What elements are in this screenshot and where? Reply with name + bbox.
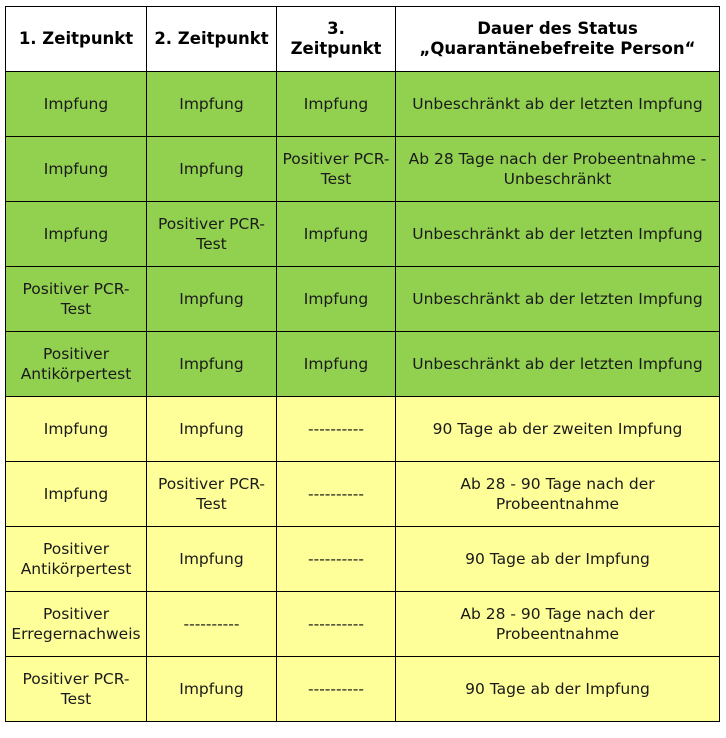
header-second-time: 2. Zeitpunkt bbox=[147, 7, 277, 72]
table-cell: Impfung bbox=[147, 332, 277, 397]
table-cell: Impfung bbox=[277, 267, 396, 332]
table-cell: Positiver PCR-Test bbox=[6, 267, 147, 332]
table-cell: Unbeschränkt ab der letzten Impfung bbox=[396, 72, 720, 137]
table-cell: Impfung bbox=[147, 137, 277, 202]
table-cell: ---------- bbox=[277, 527, 396, 592]
table-row bbox=[6, 267, 720, 332]
quarantine-status-table bbox=[5, 6, 720, 722]
table-cell: 90 Tage ab der Impfung bbox=[396, 527, 720, 592]
table-cell: Impfung bbox=[277, 72, 396, 137]
table-row bbox=[6, 202, 720, 267]
table-cell: 90 Tage ab der zweiten Impfung bbox=[396, 397, 720, 462]
table-cell: Impfung bbox=[277, 332, 396, 397]
table-cell: Impfung bbox=[6, 72, 147, 137]
table-cell: Impfung bbox=[147, 657, 277, 722]
table-cell: Impfung bbox=[6, 202, 147, 267]
table-cell: Impfung bbox=[6, 137, 147, 202]
header-row bbox=[6, 7, 720, 72]
table-row bbox=[6, 137, 720, 202]
table-cell: Impfung bbox=[147, 267, 277, 332]
table-cell: Positiver PCR-Test bbox=[6, 657, 147, 722]
table-cell: Positiver PCR-Test bbox=[147, 462, 277, 527]
table-cell: Impfung bbox=[6, 462, 147, 527]
table-row bbox=[6, 462, 720, 527]
table-cell: ---------- bbox=[277, 592, 396, 657]
table-cell: Unbeschränkt ab der letzten Impfung bbox=[396, 267, 720, 332]
table-cell: Positiver Antikörpertest bbox=[6, 527, 147, 592]
header-status-duration: Dauer des Status „Quarantänebefreite Person“ bbox=[396, 7, 720, 72]
table-body bbox=[6, 72, 720, 722]
table-row bbox=[6, 527, 720, 592]
table-cell: ---------- bbox=[277, 397, 396, 462]
table-cell: Unbeschränkt ab der letzten Impfung bbox=[396, 332, 720, 397]
table-cell: ---------- bbox=[147, 592, 277, 657]
table-row bbox=[6, 592, 720, 657]
table-cell: Positiver PCR-Test bbox=[277, 137, 396, 202]
table-cell: Positiver Erregernachweis bbox=[6, 592, 147, 657]
table-cell: Impfung bbox=[147, 72, 277, 137]
table-cell: Ab 28 - 90 Tage nach der Probeentnahme bbox=[396, 462, 720, 527]
table-cell: Unbeschränkt ab der letzten Impfung bbox=[396, 202, 720, 267]
header-third-time: 3. Zeitpunkt bbox=[277, 7, 396, 72]
table-cell: Impfung bbox=[6, 397, 147, 462]
table-row bbox=[6, 72, 720, 137]
table-cell: Impfung bbox=[277, 202, 396, 267]
table-cell: Positiver Antikörpertest bbox=[6, 332, 147, 397]
table-cell: ---------- bbox=[277, 462, 396, 527]
table-cell: 90 Tage ab der Impfung bbox=[396, 657, 720, 722]
table-cell: Ab 28 Tage nach der Probeentnahme - Unbeschränkt bbox=[396, 137, 720, 202]
table-row bbox=[6, 332, 720, 397]
table-row bbox=[6, 657, 720, 722]
header-first-time: 1. Zeitpunkt bbox=[6, 7, 147, 72]
table-cell: Ab 28 - 90 Tage nach der Probeentnahme bbox=[396, 592, 720, 657]
table-cell: Impfung bbox=[147, 397, 277, 462]
table-row bbox=[6, 397, 720, 462]
table-cell: ---------- bbox=[277, 657, 396, 722]
table-cell: Positiver PCR-Test bbox=[147, 202, 277, 267]
table-cell: Impfung bbox=[147, 527, 277, 592]
